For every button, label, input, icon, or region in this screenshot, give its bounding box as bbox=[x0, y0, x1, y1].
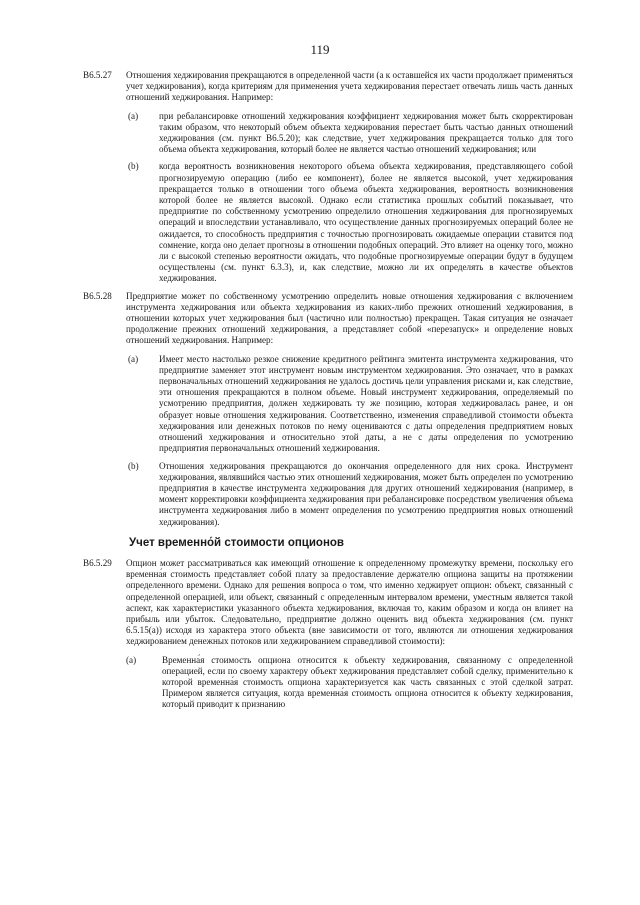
list-item-label: (a) bbox=[128, 353, 139, 364]
document-body bbox=[83, 70, 573, 717]
list-item-label: (a) bbox=[126, 654, 137, 665]
list-item-text: когда вероятность возникновения некоторого объема объекта хеджирования, представляющего собой прогнозируемую операцию (либо ее компонент), более не является высокой, учет хеджирования прекращается только в отношении того объема объекта хеджирования, вероятность возникновения которой более не является высокой. Однако если статистика прошлых событий показывает, что предприятие по собственному усмотрению определило отношения хеджирования для прогнозируемых операций и впоследствии устанавливало, что осуществление данных прогнозируемых операций более не ожидается, то способность предприятия с точностью прогнозировать ожидаемые операции ставится под сомнение, когда оно делает прогнозы в отношении подобных операций. Это влияет на оценку того, можно ли с высокой степенью вероятности ожидать, что подобные прогнозируемые операции будут в будущем осуществлены (см. пункт 6.3.3), и, как следствие, можно ли их определять в качестве объектов хеджирования. bbox=[159, 161, 573, 284]
paragraph-b6-5-28 bbox=[83, 291, 573, 347]
paragraph-number: B6.5.29 bbox=[83, 557, 112, 568]
list-item-text: Временна́я стоимость опциона относится к объекту хеджирования, связанному с определенной операцией, если по своему характеру объект хеджирования представляет собой сделку, применительно к которой временна́я стоимость опциона характеризуется как часть связанных с этой сделкой затрат. Примером является ситуация, когда временна́я стоимость опциона относится к объекту хеджирования, который приводит к признанию bbox=[162, 654, 573, 710]
list-item bbox=[83, 111, 573, 156]
paragraph-b6-5-27 bbox=[83, 70, 573, 104]
paragraph-text: Опцион может рассматриваться как имеющий отношение к определенному промежутку времени, поскольку его временна́я стоимость представляет собой плату за предоставление держателю опциона защиты на протяжении определенного времени. Однако для решения вопроса о том, что именно хеджирует опцион: объект, связанный с определенной операцией, или объект, связанный с определенным интервалом времени, уместным является такой аспект, как характеристики указанного объекта хеджирования, включая то, каким образом и когда он влияет на прибыль или убыток. Следовательно, предприятие должно оценить вид объекта хеджирования (см. пункт 6.5.15(a)) исходя из характера этого объекта (вне зависимости от того, являются ли отношения хеджирования хеджированием денежных потоков или хеджированием справедливой стоимости): bbox=[126, 557, 573, 647]
list-item bbox=[83, 461, 573, 528]
list-item-label: (b) bbox=[128, 161, 139, 172]
paragraph-number: B6.5.28 bbox=[83, 290, 112, 301]
list-item-label: (a) bbox=[128, 110, 139, 121]
list-item-label: (b) bbox=[128, 460, 139, 471]
list-item bbox=[83, 354, 573, 455]
paragraph-b6-5-29 bbox=[83, 558, 573, 648]
list-item bbox=[83, 161, 573, 284]
list-item-text: Имеет место настолько резкое снижение кредитного рейтинга эмитента инструмента хеджирования, что предприятие заменяет этот инструмент новым инструментом хеджирования. Это означает, что в рамках первоначальных отношений хеджирования не удалось достичь цели управления рисками и, как следствие, эти отношения прекращаются в полном объеме. Новый инструмент хеджирования, определяемый по усмотрению предприятия, должен хеджировать ту же позицию, которая хеджировалась ранее, и он образует новые отношения хеджирования. Соответственно, изменения справедливой стоимости объекта хеджирования или денежных потоков по нему оцениваются с даты определения предприятием новых отношений хеджирования и относительно этой даты, а не с даты определения по усмотрению предприятия первоначальных отношений хеджирования. bbox=[159, 353, 573, 454]
list-item-text: Отношения хеджирования прекращаются до окончания определенного для них срока. Инструмент хеджирования, являвшийся частью этих отношений хеджирования, может быть определен по усмотрению предприятия в качестве инструмента хеджирования для других отношений хеджирования (например, в момент корректировки коэффициента хеджирования при ребалансировке посредством увеличения объема инструмента хеджирования либо в момент определения по усмотрению предприятия новых отношений хеджирования). bbox=[159, 460, 573, 527]
page-number: 119 bbox=[310, 42, 330, 57]
list-item-text: при ребалансировке отношений хеджирования коэффициент хеджирования может быть скорректирован таким образом, что некоторый объем объекта хеджирования перестает быть частью данных отношений хеджирования (см. пункт B6.5.20); как следствие, учет хеджирования прекращается только для того объема объекта хеджирования, который более не является частью отношений хеджирования; или bbox=[159, 110, 573, 155]
paragraph-number: B6.5.27 bbox=[83, 70, 112, 80]
list-item bbox=[83, 655, 573, 711]
paragraph-text: Предприятие может по собственному усмотрению определить новые отношения хеджирования с включением инструмента хеджирования или объекта хеджирования из каких-либо прежних отношений хеджирования, в отношении которых учет хеджирования был (частично или полностью) прекращен. Такая ситуация не означает продолжение прежних отношений хеджирования, а представляет собой «перезапуск» и определение новых отношений хеджирования. Например: bbox=[126, 290, 573, 346]
section-block bbox=[83, 558, 573, 711]
section-heading: Учет временно́й стоимости опционов bbox=[129, 536, 344, 549]
paragraph-text: Отношения хеджирования прекращаются в определенной части (а к оставшейся их части продолжает применяться учет хеджирования), когда критериям для применения учета хеджирования перестает отвечать лишь часть данных отношений хеджирования. Например: bbox=[126, 70, 573, 103]
